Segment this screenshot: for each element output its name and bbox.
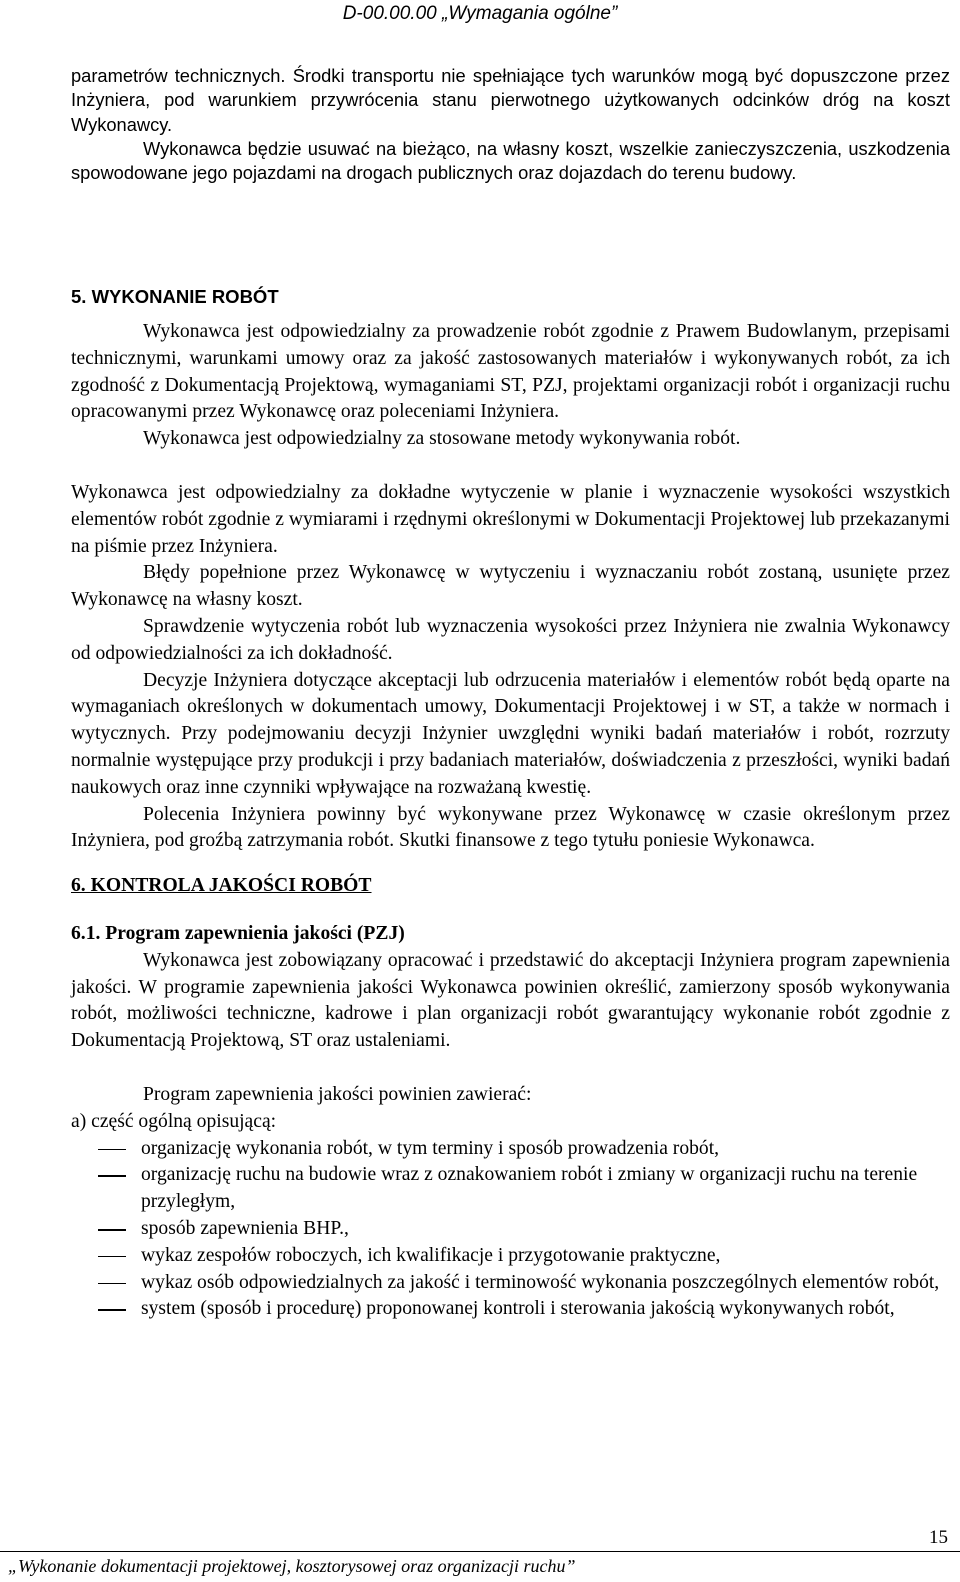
spacer: [71, 453, 950, 480]
dash-bullet-icon: [98, 1256, 126, 1258]
dash-bullet-icon: [98, 1175, 126, 1177]
dash-bullet-icon: [98, 1309, 126, 1311]
part-a-label: a) część ogólną opisującą:: [71, 1110, 277, 1132]
list-item: [71, 1243, 950, 1270]
list-item-text: sposób zapewnienia BHP.,: [141, 1217, 349, 1239]
running-header: D-00.00.00 „Wymagania ogólne”: [342, 3, 618, 24]
page-number: 15: [929, 1527, 948, 1548]
list-item: [71, 1296, 950, 1323]
list-item-text: wykaz osób odpowiedzialnych za jakość i terminowość wykonania poszczególnych elementów robót,: [141, 1271, 940, 1293]
running-footer: „Wykonanie dokumentacji projektowej, kosztorysowej oraz organizacji ruchu”: [8, 1556, 576, 1576]
intro-paragraph: parametrów technicznych. Środki transportu nie spełniające tych warunków mogą być dopuszczone przez Inżyniera, pod warunkiem przywrócenia stanu pierwotnego użytkowanych odcinków dróg na koszt Wykonawcy.: [71, 65, 950, 135]
section-5-heading: 5. WYKONANIE ROBÓT: [71, 286, 279, 307]
section-6-1-paragraph: Wykonawca jest zobowiązany opracować i przedstawić do akceptacji Inżyniera program zapewnienia jakości. W programie zapewnienia jakości Wykonawca powinien określić, zamierzony sposób wykonywania robót, możliwości techniczne, kadrowe i plan organizacji robót gwarantujący wykonanie robót zgodnie z Dokumentacją Projektową, ST oraz ustaleniami.: [71, 949, 950, 1052]
program-intro: Program zapewnienia jakości powinien zawierać:: [143, 1083, 532, 1105]
dash-bullet-icon: [98, 1283, 126, 1285]
list-item-text: wykaz zespołów roboczych, ich kwalifikacje i przygotowanie praktyczne,: [141, 1244, 721, 1266]
list-item: [71, 1216, 950, 1243]
section-5-paragraph: Błędy popełnione przez Wykonawcę w wytyczeniu i wyznaczaniu robót zostaną, usunięte przez Wykonawcę na własny koszt.: [71, 562, 950, 611]
section-6-1-heading: 6.1. Program zapewnienia jakości (PZJ): [71, 922, 405, 944]
section-5-paragraph: Polecenia Inżyniera powinny być wykonywane przez Wykonawcę w czasie określonym przez Inżyniera, pod groźbą zatrzymania robót. Skutki finansowe z tego tytułu poniesie Wykonawca.: [71, 803, 950, 852]
dash-bullet-icon: [98, 1149, 126, 1151]
list-item: [71, 1136, 950, 1163]
requirements-list: [71, 1136, 950, 1324]
intro-paragraph: Wykonawca będzie usuwać na bieżąco, na własny koszt, wszelkie zanieczyszczenia, uszkodzenia spowodowane jego pojazdami na drogach publicznych oraz dojazdach do terenu budowy.: [71, 137, 950, 184]
list-item: [71, 1270, 950, 1297]
intro-block: [71, 64, 950, 185]
dash-bullet-icon: [98, 1229, 126, 1231]
body-text: [71, 319, 950, 1323]
section-5-paragraph: Sprawdzenie wytyczenia robót lub wyznaczenia wysokości przez Inżyniera nie zwalnia Wykonawcy od odpowiedzialności za ich dokładność.: [71, 615, 950, 664]
section-6-heading: 6. KONTROLA JAKOŚCI ROBÓT: [71, 875, 372, 897]
spacer: [71, 1055, 950, 1082]
section-5-paragraph: Decyzje Inżyniera dotyczące akceptacji lub odrzucenia materiałów i elementów robót będą oparte na wymaganiach określonych w dokumentach umowy, Dokumentacji Projektowej i w ST, a także w normach i wytycznych. Przy podejmowaniu decyzji Inżynier uwzględni wyniki badań materiałów i robót, rozrzuty normalnie występujące przy produkcji i przy badaniach materiałów, doświadczenia z przeszłości, wyniki badań naukowych oraz inne czynniki wpływające na rozważaną kwestię.: [71, 669, 950, 798]
list-item-text: organizację ruchu na budowie wraz z oznakowaniem robót i zmiany w organizacji ruchu na terenie przyległym,: [141, 1164, 918, 1213]
section-5-paragraph: Wykonawca jest odpowiedzialny za prowadzenie robót zgodnie z Prawem Budowlanym, przepisami technicznymi, warunkami umowy oraz za jakość zastosowanych materiałów i wykonywanych robót, za ich zgodność z Dokumentacją Projektową, wymaganiami ST, PZJ, projektami organizacji robót i organizacji ruchu opracowanymi przez Wykonawcę oraz poleceniami Inżyniera.: [71, 321, 950, 423]
section-5-paragraph: Wykonawca jest odpowiedzialny za dokładne wytyczenie w planie i wyznaczenie wysokości wszystkich elementów robót zgodnie z wymiarami i rzędnymi określonymi w Dokumentacji Projektowej lub przekazanymi na piśmie przez Inżyniera.: [71, 481, 950, 557]
footer-divider: [0, 1551, 960, 1552]
list-item-text: system (sposób i procedurę) proponowanej kontroli i sterowania jakością wykonywanych robót,: [141, 1298, 895, 1320]
section-5-paragraph: Wykonawca jest odpowiedzialny za stosowane metody wykonywania robót.: [143, 428, 741, 450]
list-item-text: organizację wykonania robót, w tym terminy i sposób prowadzenia robót,: [141, 1137, 720, 1159]
list-item: [71, 1162, 950, 1216]
